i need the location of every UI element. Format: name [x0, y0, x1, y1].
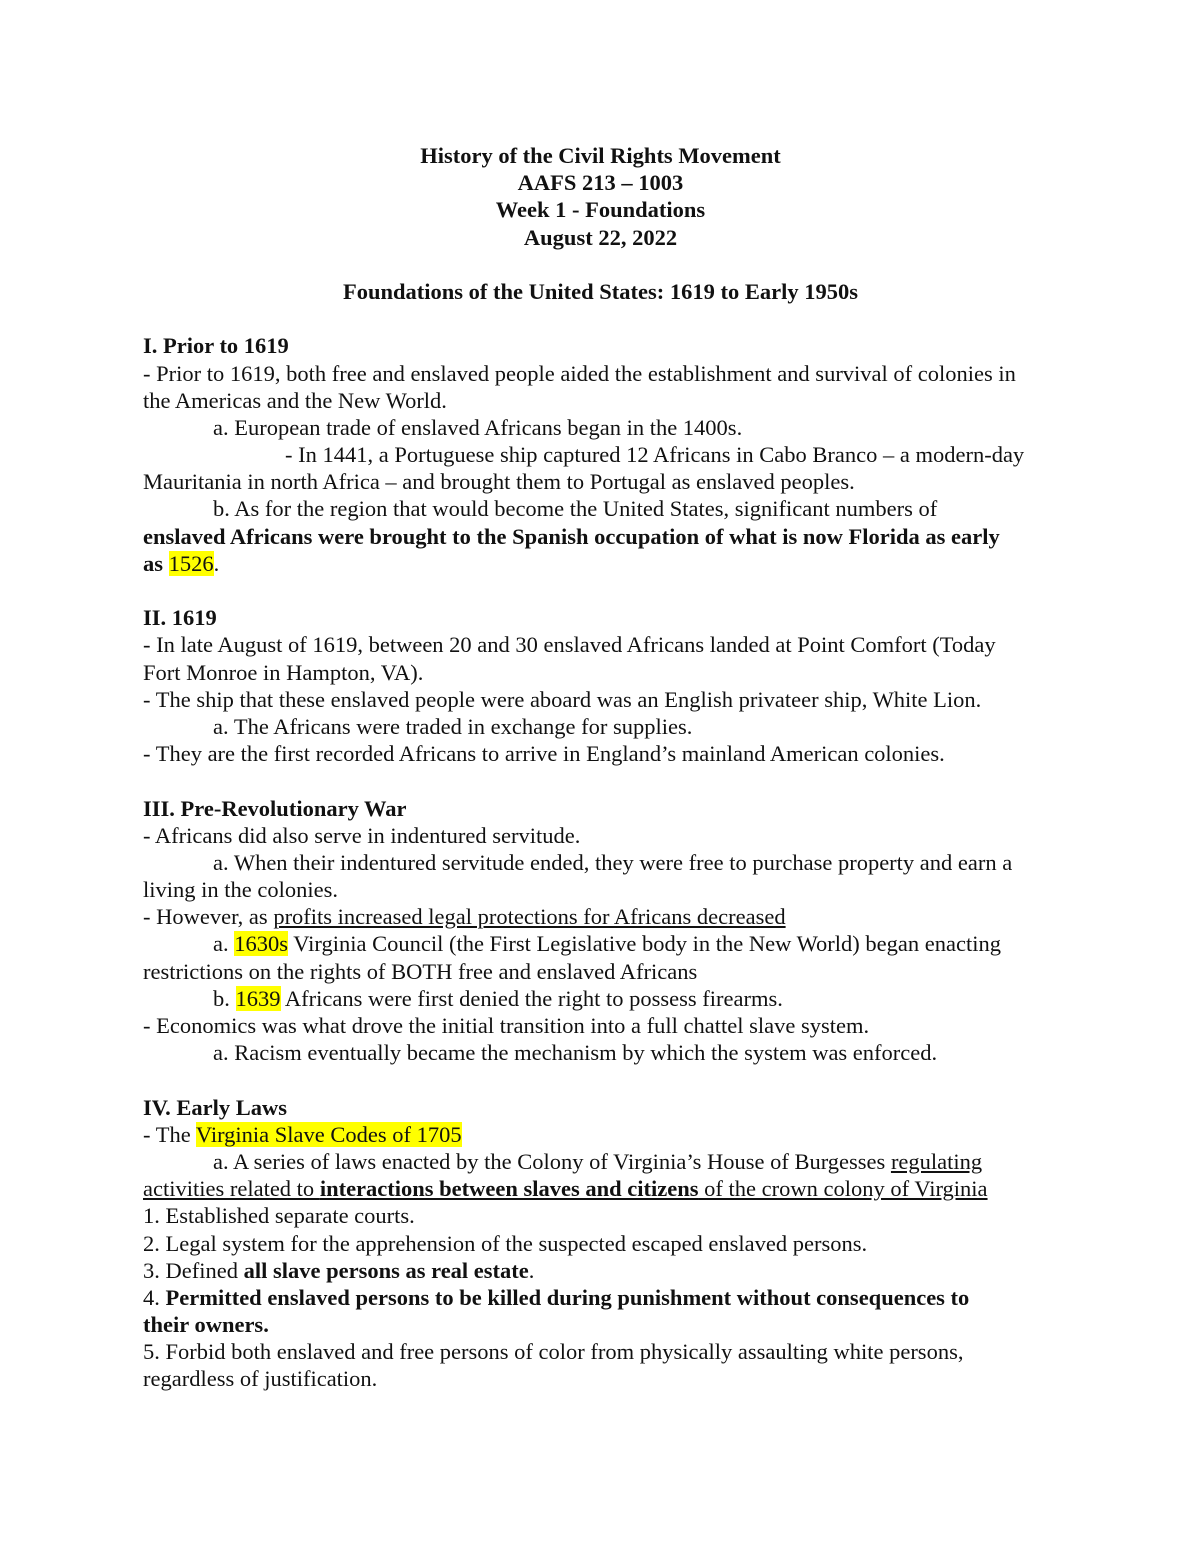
title-line [143, 196, 1058, 223]
text-line [143, 441, 1073, 468]
text-segment: . [213, 550, 220, 576]
text-segment: Foundations of the United States: 1619 to Early 1950s [342, 278, 859, 304]
text-line [143, 1175, 1073, 1202]
text-segment: a. The Africans were traded in exchange for supplies. [213, 713, 693, 739]
text-line [143, 1365, 1073, 1392]
text-segment: profits increased legal protections for Africans decreased [273, 904, 786, 930]
text-line [143, 740, 1073, 767]
highlighted-text: 1526 [168, 550, 214, 576]
text-segment: all slave persons as real estate [243, 1257, 529, 1283]
title-line [143, 278, 1058, 305]
text-segment: a. Racism eventually became the mechanism by which the system was enforced. [213, 1040, 938, 1066]
text-segment: August 22, 2022 [523, 224, 678, 250]
title-line [143, 224, 1058, 251]
text-line [143, 631, 1073, 658]
text-line [143, 468, 1073, 495]
blank-line [143, 577, 1073, 604]
section-heading [143, 1094, 1073, 1121]
text-segment: 5. Forbid both enslaved and free persons of color from physically assaulting white persons, [143, 1339, 964, 1365]
text-line [143, 659, 1073, 686]
text-segment: their owners. [143, 1312, 269, 1338]
document-page [143, 142, 1073, 1393]
highlighted-text: Virginia Slave Codes of 1705 [195, 1121, 462, 1147]
text-segment: the Americas and the New World. [143, 387, 447, 413]
text-segment: Africans were first denied the right to possess firearms. [280, 985, 783, 1011]
text-segment: regardless of justification. [143, 1366, 378, 1392]
text-line [143, 1284, 1073, 1311]
text-segment: Fort Monroe in Hampton, VA). [143, 659, 424, 685]
text-segment: a. When their indentured servitude ended, they were free to purchase property and earn a [213, 849, 1013, 875]
text-line [143, 550, 1073, 577]
text-segment: a. A series of laws enacted by the Colony of Virginia’s House of Burgesses [213, 1148, 891, 1174]
text-segment: - They are the first recorded Africans to arrive in England’s mainland American colonies. [143, 741, 945, 767]
text-segment: - In late August of 1619, between 20 and 30 enslaved Africans landed at Point Comfort (Today [143, 632, 996, 658]
text-segment: - Prior to 1619, both free and enslaved people aided the establishment and survival of colonies in [143, 360, 1016, 386]
text-segment: as [143, 550, 169, 576]
blank-line [143, 305, 1073, 332]
text-segment: living in the colonies. [143, 877, 338, 903]
text-segment: Week 1 - Foundations [495, 197, 706, 223]
text-segment: - Africans did also serve in indentured servitude. [143, 822, 581, 848]
highlighted-text: 1630s [234, 931, 289, 957]
text-segment: 2. Legal system for the apprehension of the suspected escaped enslaved persons. [143, 1230, 868, 1256]
text-line [143, 1311, 1073, 1338]
text-line [143, 1039, 1073, 1066]
highlighted-text: 1639 [235, 985, 281, 1011]
text-segment: 3. Defined [143, 1257, 244, 1283]
text-line [143, 1257, 1073, 1284]
text-segment: activities related to [143, 1176, 320, 1202]
text-segment: b. As for the region that would become the United States, significant numbers of [213, 496, 938, 522]
text-line [143, 495, 1073, 522]
text-line [143, 414, 1073, 441]
text-segment: - The ship that these enslaved people were aboard was an English privateer ship, White Lion. [143, 686, 982, 712]
title-line [143, 142, 1058, 169]
text-segment: a. European trade of enslaved Africans began in the 1400s. [213, 414, 743, 440]
text-line [143, 958, 1073, 985]
blank-line [143, 251, 1073, 278]
blank-line [143, 1066, 1073, 1093]
text-segment: IV. Early Laws [143, 1094, 287, 1120]
text-segment: III. Pre-Revolutionary War [143, 795, 407, 821]
text-line [143, 849, 1073, 876]
text-segment: enslaved Africans were brought to the Spanish occupation of what is now Florida as early [143, 523, 1000, 549]
text-segment: interactions between slaves and citizens [319, 1176, 699, 1202]
text-line [143, 930, 1073, 957]
section-heading [143, 332, 1073, 359]
title-line [143, 169, 1058, 196]
text-line [143, 523, 1073, 550]
text-line [143, 387, 1073, 414]
text-segment: 4. [143, 1284, 166, 1310]
text-segment: History of the Civil Rights Movement [420, 143, 781, 168]
text-segment: a. [213, 931, 235, 957]
text-segment: I. Prior to 1619 [143, 333, 289, 359]
text-segment: - However, as [143, 904, 274, 930]
section-heading [143, 795, 1073, 822]
text-segment: 1. Established separate courts. [143, 1203, 415, 1229]
text-segment: II. 1619 [143, 605, 217, 631]
text-line [143, 1121, 1073, 1148]
section-heading [143, 604, 1073, 631]
text-line [143, 1012, 1073, 1039]
text-segment: restrictions on the rights of BOTH free and enslaved Africans [143, 958, 698, 984]
text-line [143, 985, 1073, 1012]
text-line [143, 1202, 1073, 1229]
text-line [143, 1338, 1073, 1365]
text-segment: - Economics was what drove the initial transition into a full chattel slave system. [143, 1013, 870, 1038]
text-line [143, 360, 1073, 387]
text-segment: regulating [890, 1148, 983, 1174]
text-line [143, 1148, 1073, 1175]
text-line [143, 822, 1073, 849]
text-line [143, 713, 1073, 740]
text-segment: Mauritania in north Africa – and brought them to Portugal as enslaved peoples. [143, 469, 855, 495]
text-segment: - The [143, 1121, 196, 1147]
text-segment: Virginia Council (the First Legislative body in the New World) began enacting [288, 931, 1001, 957]
blank-line [143, 767, 1073, 794]
text-segment: - In 1441, a Portuguese ship captured 12 Africans in Cabo Branco – a modern-day [285, 442, 1025, 468]
text-line [143, 876, 1073, 903]
text-segment: . [528, 1257, 535, 1283]
text-segment: Permitted enslaved persons to be killed during punishment without consequences to [165, 1284, 970, 1310]
text-segment: of the crown colony of Virginia [698, 1176, 988, 1202]
text-line [143, 1230, 1073, 1257]
text-segment: b. [213, 985, 236, 1011]
text-line [143, 903, 1073, 930]
text-line [143, 686, 1073, 713]
text-segment: AAFS 213 – 1003 [517, 170, 684, 196]
